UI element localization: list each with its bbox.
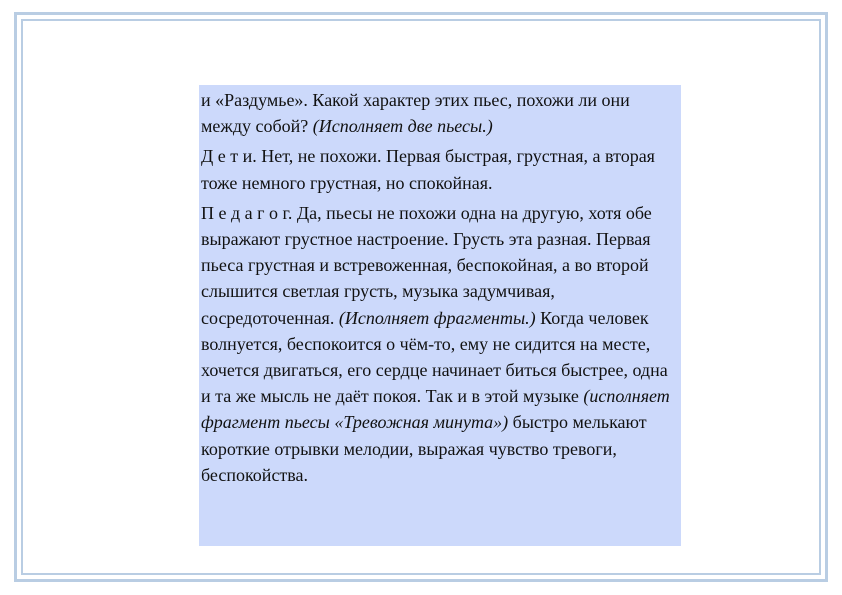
paragraph-children-text: Д е т и. Нет, не похожи. Первая быстрая, грустная, а вторая тоже немного грустная, но спокойная. xyxy=(201,146,655,193)
text-block xyxy=(199,85,681,546)
paragraph-intro xyxy=(201,87,681,139)
paragraph-teacher-text-b: Когда человек волнуется, беспокоится о чём-то, ему не сидится на месте, хочется двигаться, его сердце начинает биться быстрее, одна и та же мысль не даёт покоя. Так и в этой музыке xyxy=(201,307,668,407)
stage-direction: (исполняет фрагмент пьесы «Тревожная минута») xyxy=(201,386,670,433)
stage-direction: (Исполняет фрагменты.) xyxy=(338,307,536,328)
paragraph-children xyxy=(201,143,681,195)
paragraph-teacher-text-c: быстро мелькают короткие отрывки мелодии, выражая чувство тревоги, беспокойства. xyxy=(201,412,647,485)
paragraph-teacher-text-a: П е д а г о г. Да, пьесы не похожи одна на другую, хотя обе выражают грустное настроение. Грусть эта разная. Первая пьеса грустная и встревоженная, беспокойная, а во второй слышится светлая грусть, музыка задумчивая, сосредоточенная. xyxy=(201,202,652,328)
paragraph-teacher xyxy=(201,200,681,488)
paragraph-intro-text: и «Раздумье». Какой характер этих пьес, похожи ли они между собой? xyxy=(201,90,630,137)
stage-direction: (Исполняет две пьесы.) xyxy=(312,116,493,137)
